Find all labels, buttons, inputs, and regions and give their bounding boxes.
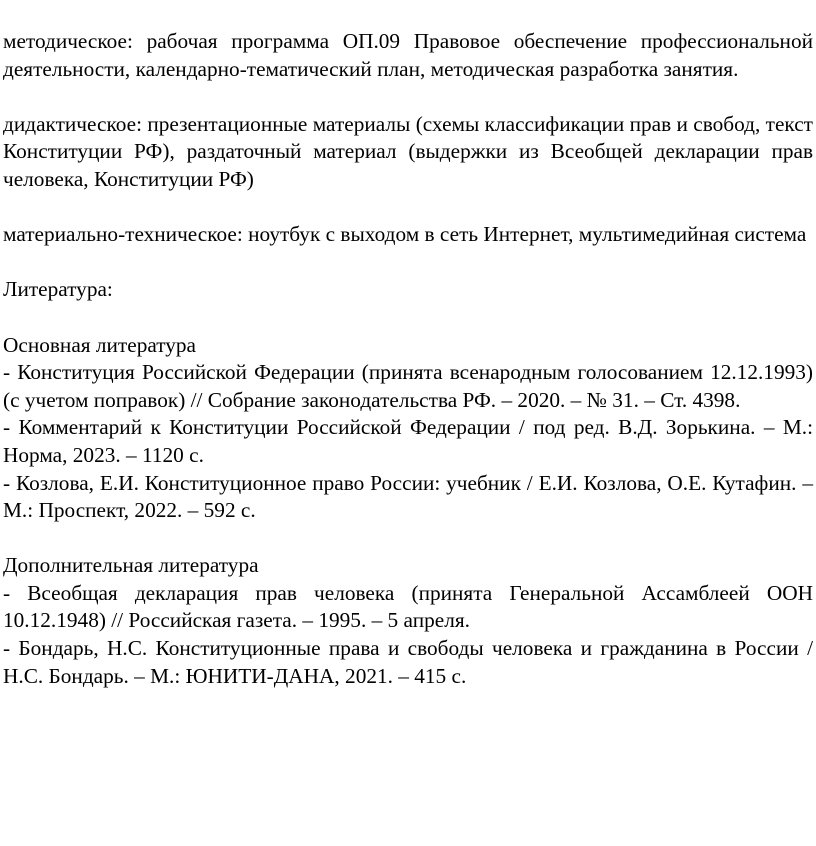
spacer [3,249,813,277]
main-literature-heading: Основная литература [3,332,197,357]
additional-literature-item: - Всеобщая декларация прав человека (принята Генеральной Ассамблеей ООН 10.12.1948) // Российская газета. – 1995. – 5 апреля. [3,580,813,633]
main-literature-item: - Конституция Российской Федерации (принята всенародным голосованием 12.12.1993) (с учетом поправок) // Собрание законодательства РФ. – 2020. – № 31. – Ст. 4398. [3,360,813,412]
main-literature-item: - Комментарий к Конституции Российской Федерации / под ред. В.Д. Зорькина. – М.: Норма, 2023. – 1120 с. [3,415,813,467]
main-literature-item: - Козлова, Е.И. Конституционное право России: учебник / Е.И. Козлова, О.Е. Кутафин. – М.: Проспект, 2022. – 592 с. [3,470,813,523]
spacer [3,83,813,111]
technical-support-paragraph: материально-техническое: ноутбук с выходом в сеть Интернет, мультимедийная система [3,222,807,247]
methodical-support-paragraph: методическое: рабочая программа ОП.09 Правовое обеспечение профессиональной деятельности, календарно-тематический план, методическая разработка занятия. [3,29,813,81]
additional-literature-heading: Дополнительная литература [3,553,259,578]
spacer [3,194,813,222]
additional-literature-item: - Бондарь, Н.С. Конституционные права и свободы человека и гражданина в России / Н.С. Бондарь. – М.: ЮНИТИ-ДАНА, 2021. – 415 с. [3,636,813,688]
literature-heading: Литература: [3,277,113,302]
document-page [3,28,813,690]
spacer [3,304,813,332]
spacer [3,525,813,553]
didactic-support-paragraph: дидактическое: презентационные материалы (схемы классификации прав и свобод, текст Конституции РФ), раздаточный материал (выдержки из Всеобщей декларации прав человека, Конституции РФ) [3,111,813,191]
